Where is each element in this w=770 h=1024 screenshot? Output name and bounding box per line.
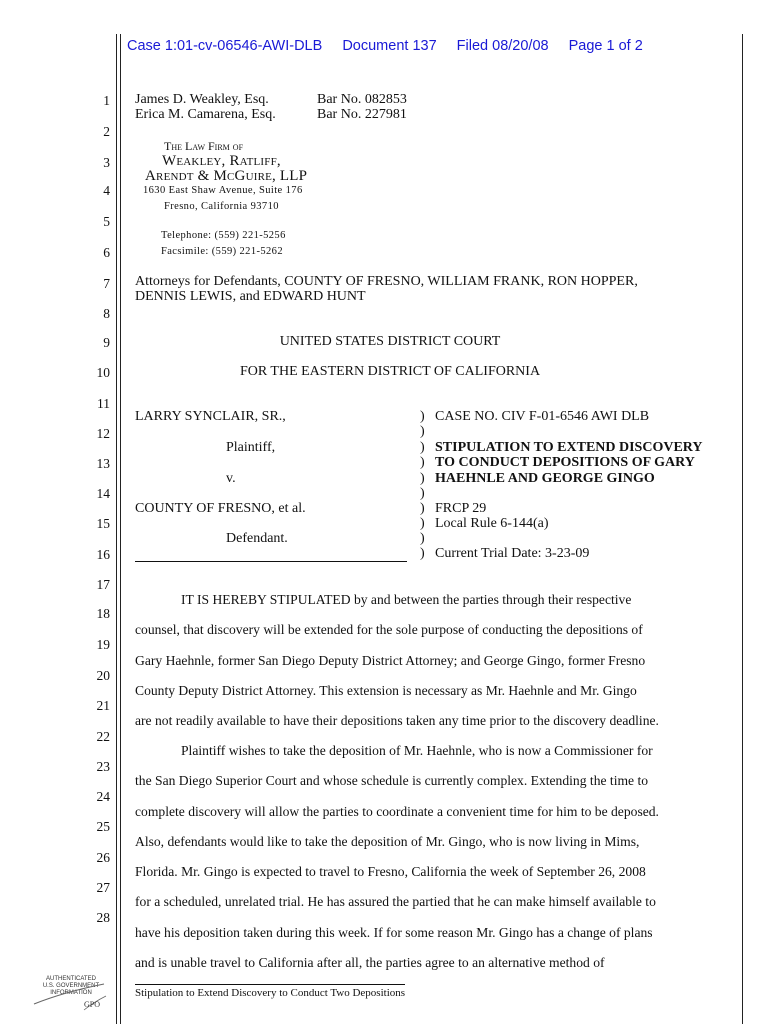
line-number: 6 — [103, 245, 110, 260]
line-number: 2 — [103, 124, 110, 139]
attorneys-for-line: Attorneys for Defendants, COUNTY OF FRESNO, WILLIAM FRANK, RON HOPPER, — [135, 274, 638, 289]
caption-paren: ) — [420, 440, 425, 455]
left-margin-rule-inner — [120, 34, 121, 1024]
header-filed-date: Filed 08/20/08 — [456, 38, 549, 54]
body-line: Plaintiff wishes to take the deposition of Mr. Haehnle, who is now a Commissioner for — [181, 743, 653, 758]
line-number: 27 — [96, 880, 110, 895]
caption-paren: ) — [420, 424, 425, 439]
filing-header — [127, 38, 659, 54]
caption-paren: ) — [420, 409, 425, 424]
caption-underline — [135, 561, 407, 562]
body-line: the San Diego Superior Court and whose schedule is currently complex. Extending the time to — [135, 773, 649, 788]
attorneys-for-line: DENNIS LEWIS, and EDWARD HUNT — [135, 289, 366, 304]
document-title-line: HAEHNLE AND GEORGE GINGO — [435, 471, 655, 486]
body-line: Gary Haehnle, former San Diego Deputy District Attorney; and George Gingo, former Fresno — [135, 653, 646, 668]
caption-paren: ) — [420, 531, 425, 546]
versus: v. — [226, 471, 236, 486]
rule-reference: FRCP 29 — [435, 501, 487, 516]
firm-name-line: Arendt & McGuire, LLP — [145, 168, 308, 184]
left-margin-rule — [116, 34, 117, 1024]
line-number: 7 — [103, 276, 110, 291]
line-number: 15 — [96, 516, 110, 531]
body-line: County Deputy District Attorney. This extension is necessary as Mr. Haehnle and Mr. Gingo — [135, 683, 637, 698]
body-line: counsel, that discovery will be extended for the sole purpose of conducting the depositions of — [135, 622, 643, 637]
footer-rule — [135, 984, 405, 985]
line-number: 19 — [96, 637, 110, 652]
rule-reference: Local Rule 6-144(a) — [435, 516, 549, 531]
plaintiff-name: LARRY SYNCLAIR, SR., — [135, 409, 286, 424]
court-name: UNITED STATES DISTRICT COURT — [279, 334, 501, 349]
body-line: Also, defendants would like to take the deposition of Mr. Gingo, who is now living in Mims, — [135, 834, 640, 849]
line-number: 20 — [96, 668, 110, 683]
line-number: 25 — [96, 819, 110, 834]
seal-line: AUTHENTICATED — [46, 976, 96, 982]
body-line: complete discovery will allow the parties to coordinate a convenient time for him to be deposed. — [135, 804, 659, 819]
line-number: 21 — [96, 698, 110, 713]
seal-line: INFORMATION — [50, 990, 92, 996]
firm-facsimile: Facsimile: (559) 221-5262 — [161, 246, 283, 257]
header-case-number: Case 1:01-cv-06546-AWI-DLB — [127, 38, 323, 54]
caption-paren: ) — [420, 516, 425, 531]
line-number: 28 — [96, 910, 110, 925]
body-line: for a scheduled, unrelated trial. He has assured the partied that he can make himself available to — [135, 894, 656, 909]
line-number: 22 — [96, 729, 110, 744]
line-number: 17 — [96, 577, 110, 592]
document-title-line: TO CONDUCT DEPOSITIONS OF GARY — [435, 455, 695, 470]
header-document-number: Document 137 — [342, 38, 437, 54]
seal-line: U.S. GOVERNMENT — [42, 983, 100, 989]
firm-city: Fresno, California 93710 — [164, 201, 279, 212]
body-line: Florida. Mr. Gingo is expected to travel to Fresno, California the week of September 26, 2008 — [135, 864, 646, 879]
case-number: CASE NO. CIV F-01-6546 AWI DLB — [435, 409, 650, 424]
body-line: have his deposition taken during this week. If for some reason Mr. Gingo has a change of plans — [135, 925, 653, 940]
firm-telephone: Telephone: (559) 221-5256 — [161, 230, 286, 241]
line-number: 8 — [103, 306, 110, 321]
right-margin-rule — [742, 34, 743, 1024]
caption-paren: ) — [420, 471, 425, 486]
body-line: IT IS HEREBY STIPULATED by and between the parties through their respective — [181, 592, 632, 607]
attorney-name: James D. Weakley, Esq. — [135, 92, 269, 107]
line-number: 23 — [96, 759, 110, 774]
line-number: 26 — [96, 850, 110, 865]
caption-paren: ) — [420, 486, 425, 501]
firm-prefix: The Law Firm of — [164, 139, 244, 153]
body-line: and is unable travel to California after all, the parties agree to an alternative method of — [135, 955, 605, 970]
trial-date: Current Trial Date: 3-23-09 — [435, 546, 590, 561]
defendant-role: Defendant. — [226, 531, 288, 546]
line-number: 10 — [96, 365, 110, 380]
line-number: 13 — [96, 456, 110, 471]
line-number: 24 — [96, 789, 110, 804]
firm-name-line: Weakley, Ratliff, — [162, 153, 281, 169]
caption-paren: ) — [420, 501, 425, 516]
caption-paren: ) — [420, 455, 425, 470]
line-number: 12 — [96, 426, 110, 441]
attorney-name: Erica M. Camarena, Esq. — [135, 107, 276, 122]
line-number: 5 — [103, 214, 110, 229]
line-number: 3 — [103, 155, 110, 170]
line-number: 1 — [103, 93, 110, 108]
line-number: 14 — [96, 486, 110, 501]
header-page: Page 1 of 2 — [568, 38, 643, 54]
seal-emblem-icon — [24, 974, 114, 1014]
bar-number: Bar No. 227981 — [317, 107, 407, 122]
line-number: 18 — [96, 606, 110, 621]
caption-paren: ) — [420, 546, 425, 561]
court-district: FOR THE EASTERN DISTRICT OF CALIFORNIA — [239, 364, 541, 379]
footer-title: Stipulation to Extend Discovery to Conduct Two Depositions — [135, 987, 406, 999]
seal-gpo: GPO — [84, 1000, 101, 1009]
line-number: 11 — [97, 396, 110, 411]
document-title-line: STIPULATION TO EXTEND DISCOVERY — [435, 440, 703, 455]
defendant-name: COUNTY OF FRESNO, et al. — [135, 501, 306, 516]
firm-address: 1630 East Shaw Avenue, Suite 176 — [143, 185, 303, 196]
line-number: 4 — [103, 183, 110, 198]
gpo-authentication-seal — [24, 974, 114, 1014]
line-number: 9 — [103, 335, 110, 350]
plaintiff-role: Plaintiff, — [226, 440, 276, 455]
line-number: 16 — [96, 547, 110, 562]
bar-number: Bar No. 082853 — [317, 92, 407, 107]
body-line: are not readily available to have their depositions taken any time prior to the discovery deadline. — [135, 713, 659, 728]
